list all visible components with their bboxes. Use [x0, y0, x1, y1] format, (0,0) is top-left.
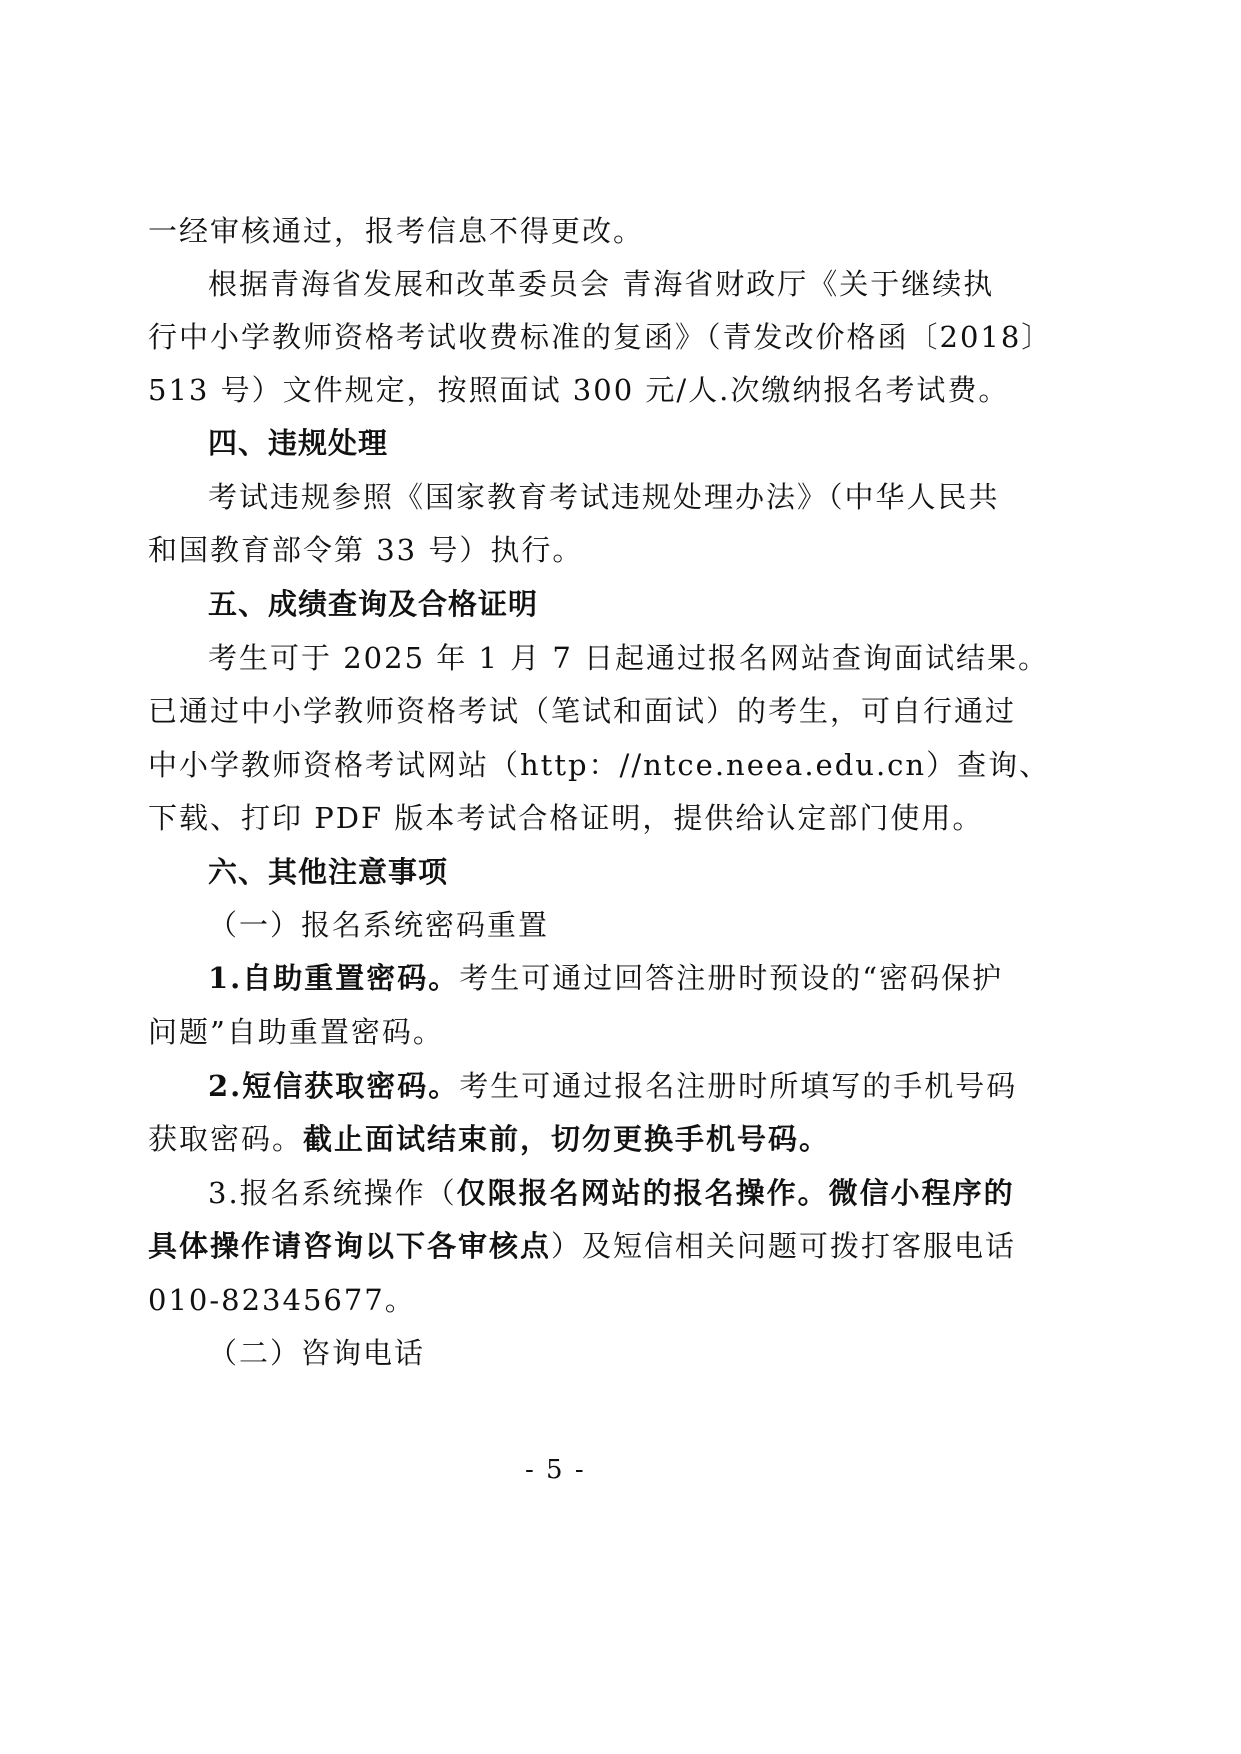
text-line: [148, 370, 1009, 410]
text: 考生可通过回答注册时预设的“密码保护: [459, 961, 1004, 995]
text-line: [148, 691, 1016, 731]
text: 一经审核通过，报考信息不得更改。: [148, 214, 645, 248]
text: 四、违规处理: [208, 426, 389, 460]
text: 下载、打印 PDF 版本考试合格证明，提供给认定部门使用。: [148, 801, 984, 835]
text-line: [208, 958, 1003, 998]
bold-text: 仅限报名网站的报名操作。微信小程序的: [456, 1176, 1015, 1210]
text: 行中小学教师资格考试收费标准的复函》（青发改价格函〔2018〕: [148, 320, 1053, 354]
text: 根据青海省发展和改革委员会 青海省财政厅《关于继续执: [208, 267, 995, 301]
bold-text: 截止面试结束前，切勿更换手机号码。: [303, 1122, 831, 1156]
section-heading: [208, 423, 388, 463]
text-line: [148, 317, 1052, 357]
bold-lead: 2.短信获取密码。: [208, 1069, 460, 1103]
bold-lead: 1.自助重置密码。: [208, 961, 460, 995]
section-heading: [208, 584, 538, 624]
bold-text: 具体操作请咨询以下各审核点: [148, 1229, 552, 1263]
text-line: [208, 1066, 1017, 1106]
text-line: [148, 798, 983, 838]
text: 和国教育部令第 33 号）执行。: [148, 533, 584, 567]
text: 513 号）文件规定，按照面试 300 元/人.次缴纳报名考试费。: [148, 373, 1010, 407]
text-line: [148, 1119, 830, 1159]
text-line: [208, 264, 994, 304]
text-line: [148, 530, 583, 570]
text: 中小学教师资格考试网站（http：//ntce.neea.edu.cn）查询、: [148, 748, 1051, 782]
text-line: [148, 745, 1050, 785]
text-line: [148, 1280, 416, 1320]
text: 问题”自助重置密码。: [148, 1015, 444, 1049]
text-line: [208, 1173, 1015, 1213]
section-heading: [208, 852, 448, 892]
text-line: [148, 1012, 444, 1052]
text: 获取密码。: [148, 1122, 304, 1156]
text: 已通过中小学教师资格考试（笔试和面试）的考生，可自行通过: [148, 694, 1017, 728]
page-number: - 5 -: [525, 1455, 586, 1485]
text: （二）咨询电话: [208, 1336, 426, 1370]
subsection-heading: [208, 1333, 425, 1373]
text: ）及短信相关问题可拨打客服电话: [551, 1229, 1017, 1263]
text: （一）报名系统密码重置: [208, 908, 550, 942]
text-line: [208, 638, 1049, 678]
text-line: [208, 477, 1000, 517]
text: 3.报名系统操作（: [208, 1176, 457, 1210]
text: 010-82345677。: [148, 1283, 416, 1317]
text: 六、其他注意事项: [208, 855, 449, 889]
text-line: [148, 1226, 1016, 1266]
text: 五、成绩查询及合格证明: [208, 587, 539, 621]
text: 考生可于 2025 年 1 月 7 日起通过报名网站查询面试结果。: [208, 641, 1050, 675]
text: 考生可通过报名注册时所填写的手机号码: [459, 1069, 1018, 1103]
text: 考试违规参照《国家教育考试违规处理办法》（中华人民共: [208, 480, 1000, 514]
subsection-heading: [208, 905, 549, 945]
text-line: [148, 211, 644, 251]
